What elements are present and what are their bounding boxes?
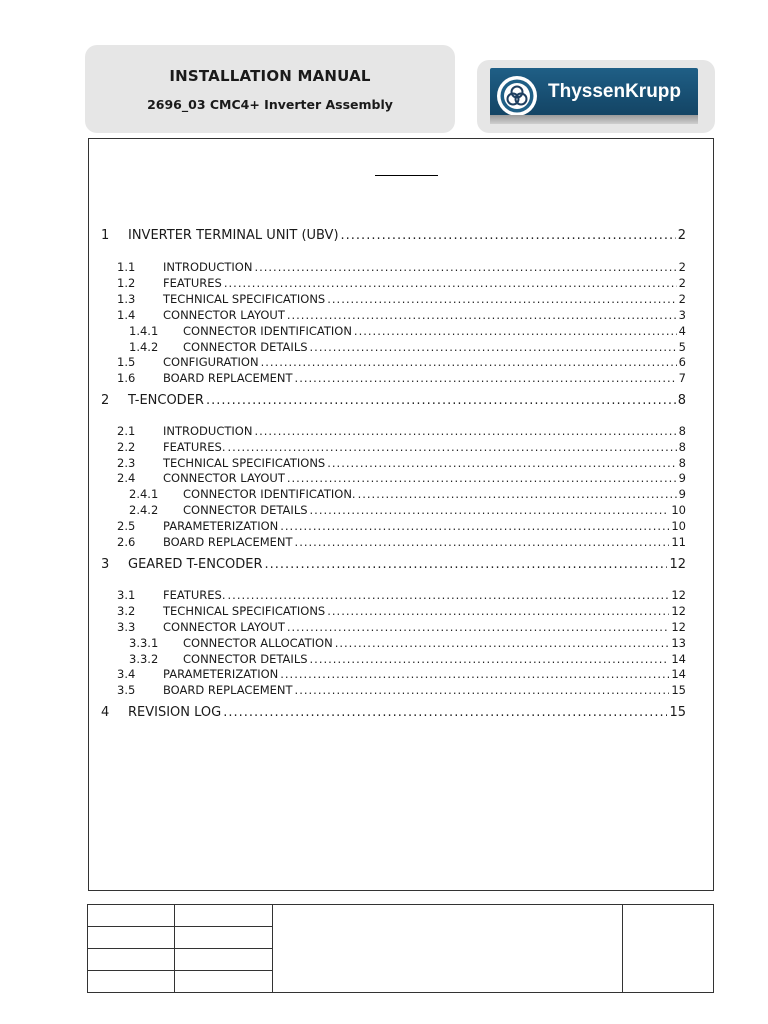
toc-entry[interactable] (101, 393, 686, 411)
toc-entry-number: 3.2 (117, 604, 136, 618)
heading-rule (375, 175, 438, 176)
toc-dot-leader (224, 276, 677, 290)
toc-entry-number: 1.4.2 (129, 340, 159, 354)
logo-text: ThyssenKrupp (548, 81, 682, 102)
toc-entry-label: CONNECTOR LAYOUT (163, 471, 285, 485)
toc-dot-leader (327, 456, 676, 470)
toc-entry-label: REVISION LOG (128, 705, 222, 720)
footer-cell (88, 927, 175, 949)
toc-entry-page: 8 (678, 424, 686, 438)
toc-dot-leader (261, 355, 677, 369)
footer-cell (175, 905, 273, 927)
toc-dot-leader (228, 440, 677, 454)
toc-entry-number: 2.6 (117, 535, 136, 549)
toc-entry-page: 12 (671, 588, 686, 602)
toc-entry-label: INTRODUCTION (163, 424, 253, 438)
toc-dot-leader (327, 604, 669, 618)
toc-entry-number: 2.4.2 (129, 503, 159, 517)
toc-entry[interactable] (117, 424, 686, 439)
toc-entry[interactable] (129, 652, 686, 667)
toc-entry[interactable] (129, 487, 686, 502)
toc-entry-number: 2.3 (117, 456, 136, 470)
toc-entry-number: 3.4 (117, 667, 136, 681)
footer-page-cell (623, 905, 713, 992)
toc-entry[interactable] (117, 371, 686, 386)
toc-entry-number: 2 (101, 393, 110, 408)
toc-entry-label: PARAMETERIZATION (163, 667, 279, 681)
toc-entry-label: T-ENCODER (128, 393, 204, 408)
toc-entry[interactable] (117, 260, 686, 275)
toc-entry[interactable] (101, 705, 686, 723)
toc-entry-number: 1 (101, 228, 110, 243)
toc-entry-page: 3 (678, 308, 686, 322)
footer-cell (88, 949, 175, 971)
toc-entry-page: 14 (671, 667, 686, 681)
toc-entry-number: 3.3 (117, 620, 136, 634)
toc-entry-label: BOARD REPLACEMENT (163, 371, 293, 385)
footer-cell (175, 949, 273, 971)
toc-dot-leader (295, 535, 670, 549)
toc-entry-number: 2.1 (117, 424, 136, 438)
footer-cell (175, 971, 273, 992)
toc-entry[interactable] (129, 324, 686, 339)
toc-entry-page: 12 (671, 604, 686, 618)
toc-entry-number: 4 (101, 705, 110, 720)
toc-dot-leader (206, 393, 676, 408)
footer-cell (88, 905, 175, 927)
toc-entry-number: 1.5 (117, 355, 136, 369)
toc-dot-leader (354, 324, 677, 338)
toc-entry[interactable] (117, 440, 686, 455)
toc-entry-number: 1.4.1 (129, 324, 159, 338)
toc-dot-leader (254, 260, 676, 274)
toc-entry-label: TECHNICAL SPECIFICATIONS (163, 292, 326, 306)
toc-entry-number: 3.3.1 (129, 636, 159, 650)
toc-entry-page: 8 (678, 440, 686, 454)
company-logo (490, 68, 698, 124)
toc-dot-leader (280, 519, 669, 533)
toc-dot-leader (295, 371, 677, 385)
toc-dot-leader (310, 503, 670, 517)
toc-entry-label: CONNECTOR DETAILS (183, 652, 308, 666)
toc-entry-number: 3.5 (117, 683, 136, 697)
toc-entry[interactable] (129, 636, 686, 651)
toc-entry[interactable] (117, 308, 686, 323)
document-header (85, 45, 455, 133)
toc-entry-label: CONNECTOR DETAILS (183, 340, 308, 354)
toc-entry-page: 15 (669, 705, 686, 720)
toc-entry-page: 10 (671, 503, 686, 517)
toc-entry-page: 15 (671, 683, 686, 697)
toc-entry-label: CONNECTOR DETAILS (183, 503, 308, 517)
toc-entry-label: CONNECTOR LAYOUT (163, 620, 285, 634)
toc-entry-page: 9 (678, 471, 686, 485)
toc-entry-label: INTRODUCTION (163, 260, 253, 274)
toc-dot-leader (287, 308, 677, 322)
toc-entry-label: CONNECTOR IDENTIFICATION. (183, 487, 356, 501)
toc-entry-number: 3.1 (117, 588, 136, 602)
toc-dot-leader (341, 228, 676, 243)
toc-entry[interactable] (117, 471, 686, 486)
toc-entry-number: 1.6 (117, 371, 136, 385)
toc-entry[interactable] (117, 276, 686, 291)
toc-entry[interactable] (101, 557, 686, 575)
toc-dot-leader (254, 424, 676, 438)
toc-entry-number: 3 (101, 557, 110, 572)
toc-entry[interactable] (117, 667, 686, 682)
toc-entry-number: 3.3.2 (129, 652, 159, 666)
toc-entry-label: FEATURES (163, 276, 222, 290)
toc-entry[interactable] (117, 292, 686, 307)
footer-title-cell (273, 905, 623, 992)
toc-entry-page: 2 (678, 260, 686, 274)
toc-entry[interactable] (117, 683, 686, 698)
toc-dot-leader (287, 471, 677, 485)
toc-dot-leader (280, 667, 669, 681)
toc-entry-page: 11 (671, 535, 686, 549)
toc-entry[interactable] (117, 620, 686, 635)
toc-entry-number: 2.2 (117, 440, 136, 454)
toc-entry-number: 2.4.1 (129, 487, 159, 501)
toc-entry[interactable] (117, 604, 686, 619)
footer-cell (175, 927, 273, 949)
toc-entry-page: 8 (677, 393, 686, 408)
toc-entry-label: FEATURES. (163, 440, 226, 454)
toc-entry-page: 10 (671, 519, 686, 533)
footer-table (87, 904, 714, 993)
footer-cell (88, 971, 175, 992)
toc-entry-label: TECHNICAL SPECIFICATIONS (163, 456, 326, 470)
toc-entry[interactable] (117, 588, 686, 603)
toc-entry-page: 9 (678, 487, 686, 501)
toc-entry-label: BOARD REPLACEMENT (163, 535, 293, 549)
toc-entry[interactable] (117, 355, 686, 370)
toc-entry-number: 2.5 (117, 519, 136, 533)
document-subtitle: 2696_03 CMC4+ Inverter Assembly (147, 97, 393, 112)
toc-entry-label: CONFIGURATION (163, 355, 259, 369)
toc-entry-page: 12 (671, 620, 686, 634)
toc-dot-leader (310, 652, 670, 666)
toc-entry-page: 13 (671, 636, 686, 650)
company-logo-panel (477, 60, 715, 133)
toc-entry-number: 1.1 (117, 260, 136, 274)
toc-entry-label: CONNECTOR LAYOUT (163, 308, 285, 322)
toc-entry-label: TECHNICAL SPECIFICATIONS (163, 604, 326, 618)
toc-dot-leader (228, 588, 670, 602)
toc-entry-page: 12 (669, 557, 686, 572)
toc-entry-page: 4 (678, 324, 686, 338)
toc-dot-leader (358, 487, 677, 501)
toc-entry-label: BOARD REPLACEMENT (163, 683, 293, 697)
toc-entry-label: PARAMETERIZATION (163, 519, 279, 533)
toc-entry-page: 2 (677, 228, 686, 243)
toc-entry[interactable] (117, 456, 686, 471)
toc-entry[interactable] (117, 519, 686, 534)
toc-entry-page: 6 (678, 355, 686, 369)
toc-dot-leader (223, 705, 667, 720)
toc-dot-leader (327, 292, 676, 306)
toc-entry-label: FEATURES. (163, 588, 226, 602)
toc-entry-page: 2 (678, 292, 686, 306)
toc-entry-page: 7 (678, 371, 686, 385)
toc-dot-leader (265, 557, 668, 572)
toc-entry-number: 1.2 (117, 276, 136, 290)
toc-entry-number: 1.4 (117, 308, 136, 322)
toc-dot-leader (335, 636, 670, 650)
toc-entry-label: CONNECTOR ALLOCATION (183, 636, 333, 650)
document-title: INSTALLATION MANUAL (169, 67, 371, 85)
toc-entry-label: CONNECTOR IDENTIFICATION (183, 324, 352, 338)
toc-entry-label: INVERTER TERMINAL UNIT (UBV) (128, 228, 339, 243)
toc-entry[interactable] (101, 228, 686, 246)
toc-entry[interactable] (129, 503, 686, 518)
toc-entry-page: 8 (678, 456, 686, 470)
toc-entry-page: 2 (678, 276, 686, 290)
toc-entry-number: 2.4 (117, 471, 136, 485)
toc-entry-page: 14 (671, 652, 686, 666)
toc-entry[interactable] (129, 340, 686, 355)
toc-entry-label: GEARED T-ENCODER (128, 557, 263, 572)
toc-dot-leader (295, 683, 670, 697)
toc-dot-leader (310, 340, 677, 354)
toc-entry[interactable] (117, 535, 686, 550)
toc-dot-leader (287, 620, 670, 634)
toc-entry-page: 5 (678, 340, 686, 354)
logo-rings-icon (496, 75, 538, 117)
toc-entry-number: 1.3 (117, 292, 136, 306)
